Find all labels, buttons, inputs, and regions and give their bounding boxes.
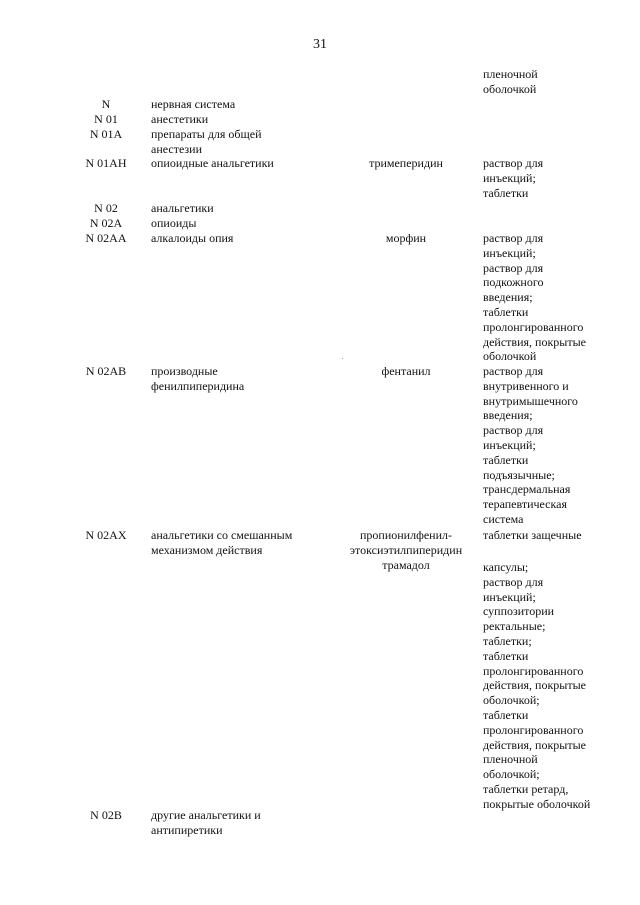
drug-name: фентанил (381, 364, 431, 378)
drug-name: трамадол (382, 558, 430, 572)
group-name: опиоиды (151, 216, 197, 230)
group-name: производные фенилпиперидина (151, 364, 245, 393)
drug-name: морфин (385, 231, 427, 245)
group-name: другие анальгетики и антипиретики (151, 808, 261, 837)
atc-code: N 02 (94, 201, 118, 215)
atc-code: N 01AH (85, 156, 127, 170)
dosage-forms: таблетки защечные (483, 528, 582, 542)
atc-code: N 02AA (85, 231, 127, 245)
atc-code: N (101, 97, 111, 111)
group-name: алкалоиды опия (151, 231, 234, 245)
form-continuation: пленочной оболочкой (483, 67, 538, 96)
dosage-forms: раствор для инъекций; раствор для подкожного введения; таблетки пролонгированного действия, покрытые оболочкой (483, 231, 586, 364)
atc-code: N 01A (89, 127, 123, 141)
group-name: опиоидные анальгетики (151, 156, 274, 170)
drug-name: тримеперидин (369, 156, 443, 170)
dosage-forms: раствор для инъекций; таблетки (483, 156, 544, 200)
group-name: препараты для общей анестезии (151, 127, 262, 156)
group-name: анальгетики (151, 201, 214, 215)
atc-code: N 02A (89, 216, 123, 230)
atc-code: N 01 (94, 112, 118, 126)
dosage-forms: капсулы; раствор для инъекций; суппозитории ректальные; таблетки; таблетки пролонгированного действия, покрытые оболочкой; таблетки пролонгированного действия, покрытые пленочной оболочкой; таблетки ретард, покрытые оболочкой (483, 560, 591, 811)
atc-code: N 02B (90, 808, 122, 822)
scan-speck (342, 358, 343, 359)
group-name: нервная система (151, 97, 236, 111)
page-number: 31 (313, 37, 327, 52)
atc-code: N 02AX (85, 528, 127, 542)
group-name: анальгетики со смешанным механизмом действия (151, 528, 293, 557)
group-name: анестетики (151, 112, 209, 126)
atc-code: N 02AB (85, 364, 127, 378)
dosage-forms: раствор для внутривенного и внутримышечного введения; раствор для инъекций; таблетки подъязычные; трансдермальная терапевтическая система (483, 364, 578, 526)
drug-name: пропионилфенил- этоксиэтилпиперидин (349, 528, 463, 557)
